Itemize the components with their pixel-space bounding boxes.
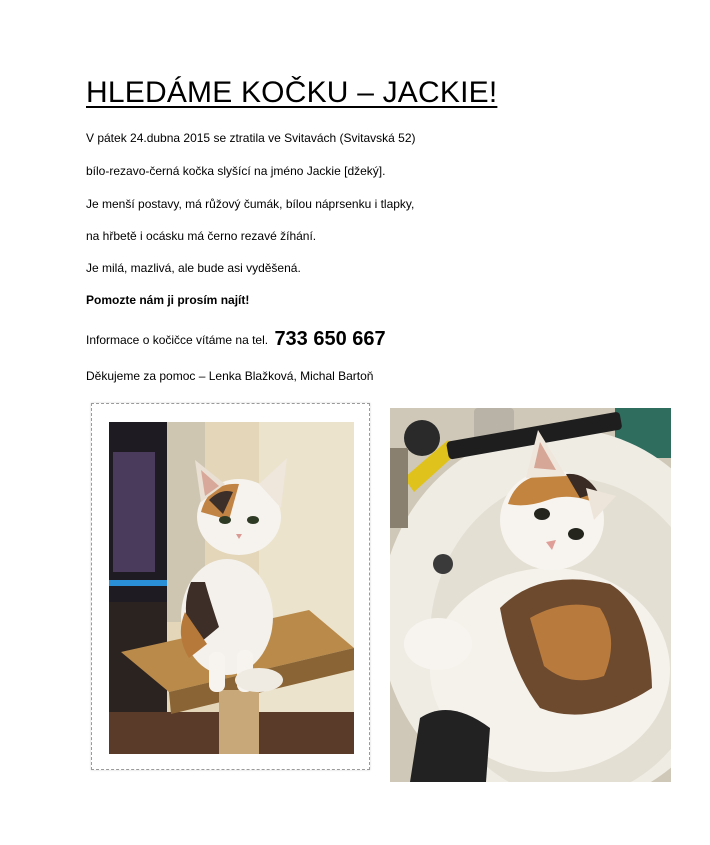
description-line-3: Je menší postavy, má růžový čumák, bílou náprsenku i tlapky, xyxy=(86,197,415,211)
cat-photo-1-frame xyxy=(91,403,370,770)
thanks-line: Děkujeme za pomoc – Lenka Blažková, Michal Bartoň xyxy=(86,369,374,383)
description-line-1: V pátek 24.dubna 2015 se ztratila ve Svitavách (Svitavská 52) xyxy=(86,131,416,145)
contact-prefix: Informace o kočičce vítáme na tel. xyxy=(86,333,269,347)
description-line-5: Je milá, mazlivá, ale bude asi vyděšená. xyxy=(86,261,301,275)
page-title: HLEDÁME KOČKU – JACKIE! xyxy=(86,76,498,109)
contact-line xyxy=(86,326,386,353)
cat-photo-1 xyxy=(109,422,354,754)
cat-photo-2 xyxy=(390,408,671,782)
description-line-4: na hřbetě i ocásku má černo rezavé žíhání. xyxy=(86,229,317,243)
appeal-text: Pomozte nám ji prosím najít! xyxy=(86,293,250,307)
phone-number: 733 650 667 xyxy=(274,328,386,350)
description-line-2: bílo-rezavo-černá kočka slyšící na jméno Jackie [džeký]. xyxy=(86,164,386,178)
